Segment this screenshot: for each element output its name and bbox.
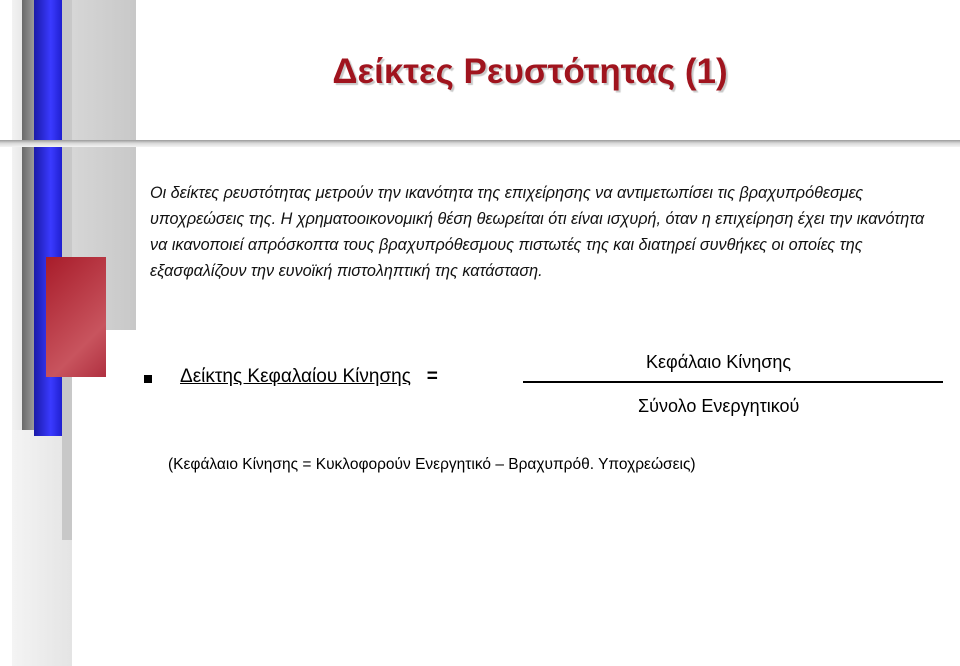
slide-title: Δείκτες Ρευστότητας (1) bbox=[332, 52, 728, 91]
slide-body-text: Οι δείκτες ρευστότητας μετρούν την ικανότητα της επιχείρησης να αντιμετωπίσει τις βραχυπρόθεσμες υποχρεώσεις της. Η χρηματοοικονομική θέση θεωρείται ότι είναι ισχυρή, όταν η επιχείρηση έχει την ικανότητα να ικανοποιεί απρόσκοπτα τους βραχυπρόθεσμους πιστωτές της και διατηρεί συνθήκες οι οποίες της εξασφαλίζουν την ευνοϊκή πιστοληπτική της κατάσταση. bbox=[150, 184, 925, 280]
formula-note: (Κεφάλαιο Κίνησης = Κυκλοφορούν Ενεργητικό – Βραχυπρόθ. Υποχρεώσεις) bbox=[168, 456, 696, 473]
formula-numerator: Κεφάλαιο Κίνησης bbox=[646, 352, 792, 372]
formula-label bbox=[180, 366, 438, 388]
decor-block-red bbox=[46, 257, 106, 377]
decor-bar-dark bbox=[22, 0, 34, 430]
fraction-line bbox=[523, 381, 943, 383]
bullet-square-icon bbox=[144, 375, 152, 383]
formula-denominator: Σύνολο Ενεργητικού bbox=[638, 396, 800, 416]
formula-label-text: Δείκτης Κεφαλαίου Κίνησης bbox=[180, 366, 411, 387]
title-divider bbox=[0, 140, 960, 147]
formula-equals: = bbox=[426, 366, 438, 387]
